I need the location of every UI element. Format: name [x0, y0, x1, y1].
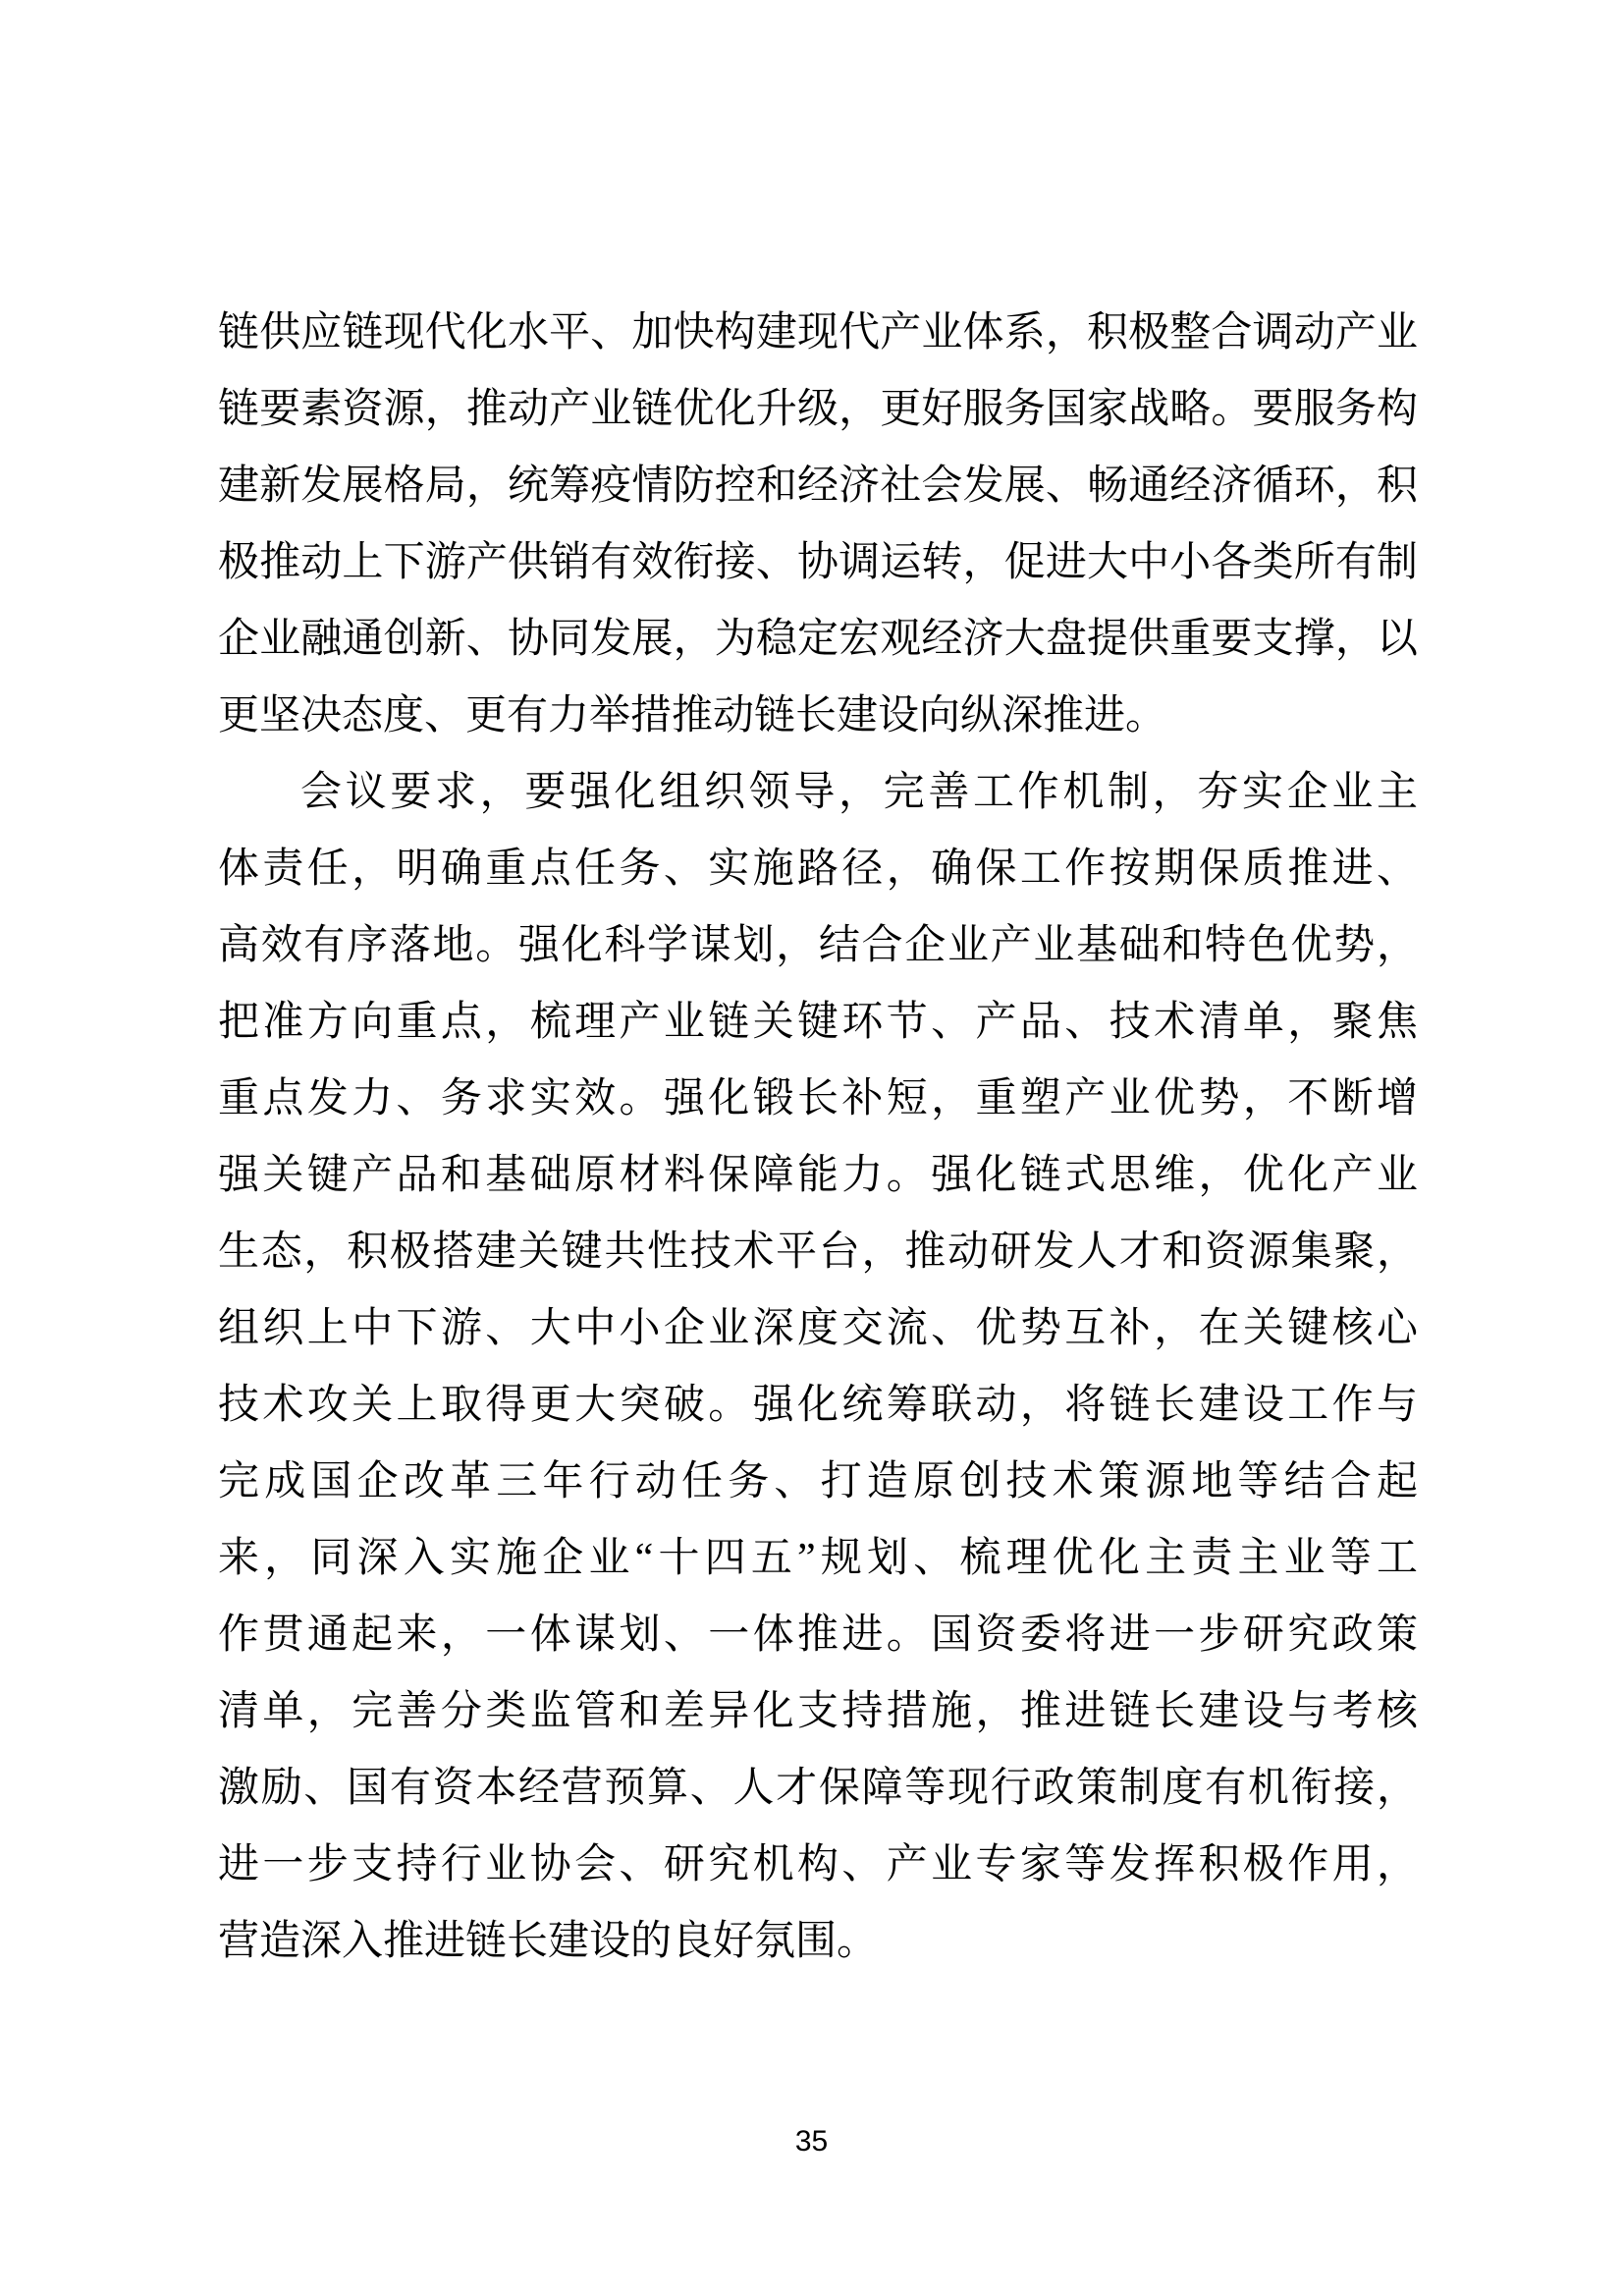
text-line: 会议要求，要强化组织领导，完善工作机制，夯实企业主 — [300, 770, 1418, 815]
text-line: 营造深入推进链长建设的良好氛围。 — [218, 1919, 879, 1964]
text-line: 完成国企改革三年行动任务、打造原创技术策源地等结合起 — [218, 1459, 1418, 1504]
text-line: 激励、国有资本经营预算、人才保障等现行政策制度有机衔接， — [218, 1766, 1418, 1811]
text-line: 链要素资源，推动产业链优化升级，更好服务国家战略。要服务构 — [218, 387, 1418, 432]
text-line: 企业融通创新、协同发展，为稳定宏观经济大盘提供重要支撑，以 — [218, 617, 1418, 662]
body-text — [218, 295, 1418, 1980]
text-line: 清单，完善分类监管和差异化支持措施，推进链长建设与考核 — [218, 1689, 1418, 1734]
text-line: 进一步支持行业协会、研究机构、产业专家等发挥积极作用， — [218, 1842, 1418, 1887]
text-line: 生态，积极搭建关键共性技术平台，推动研发人才和资源集聚， — [218, 1230, 1418, 1275]
text-line: 技术攻关上取得更大突破。强化统筹联动，将链长建设工作与 — [218, 1383, 1418, 1428]
text-line: 把准方向重点，梳理产业链关键环节、产品、技术清单，聚焦 — [218, 1000, 1418, 1045]
text-line: 组织上中下游、大中小企业深度交流、优势互补，在关键核心 — [218, 1306, 1418, 1351]
text-line: 重点发力、务求实效。强化锻长补短，重塑产业优势，不断增 — [218, 1076, 1418, 1121]
text-line: 极推动上下游产供销有效衔接、协调运转，促进大中小各类所有制 — [218, 540, 1418, 585]
text-line: 建新发展格局，统筹疫情防控和经济社会发展、畅通经济循环，积 — [218, 464, 1418, 509]
text-line: 高效有序落地。强化科学谋划，结合企业产业基础和特色优势， — [218, 923, 1418, 968]
text-line: 强关键产品和基础原材料保障能力。强化链式思维，优化产业 — [218, 1153, 1418, 1198]
text-line: 体责任，明确重点任务、实施路径，确保工作按期保质推进、 — [218, 847, 1418, 892]
page-number: 35 — [794, 2125, 829, 2158]
text-line: 来，同深入实施企业“十四五”规划、梳理优化主责主业等工 — [218, 1536, 1418, 1581]
text-line: 链供应链现代化水平、加快构建现代产业体系，积极整合调动产业 — [218, 310, 1418, 355]
text-line: 更坚决态度、更有力举措推动链长建设向纵深推进。 — [218, 693, 1167, 738]
text-line: 作贯通起来，一体谋划、一体推进。国资委将进一步研究政策 — [218, 1613, 1418, 1658]
